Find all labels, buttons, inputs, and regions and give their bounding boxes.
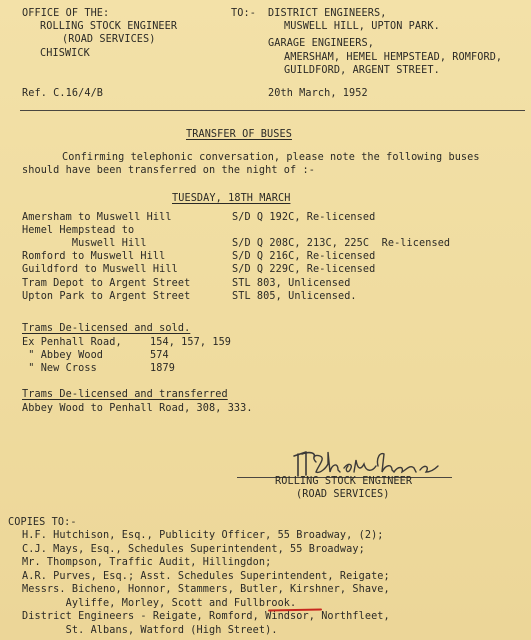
recipient-line-2: MUSWELL HILL, UPTON PARK. [284, 21, 440, 32]
transfer-detail: STL 803, Unlicensed [232, 278, 351, 289]
copies-line: District Engineers - Reigate, Romford, Windsor, Northfleet, [22, 611, 390, 622]
copies-line: Messrs. Bicheno, Honnor, Stammers, Butler, Kirshner, Shave, [22, 584, 390, 595]
document-title: TRANSFER OF BUSES [186, 129, 292, 140]
transfer-route: Hemel Hempstead to [22, 225, 135, 236]
to-label: TO:- [231, 8, 256, 19]
header-divider [20, 110, 525, 111]
transfer-detail: S/D Q 192C, Re-licensed [232, 212, 376, 223]
trams-sold-numbers: 574 [150, 350, 169, 361]
transfer-route: Tram Depot to Argent Street [22, 278, 191, 289]
office-division: (ROAD SERVICES) [62, 34, 156, 45]
copies-line: H.F. Hutchison, Esq., Publicity Officer, 55 Broadway, (2); [22, 530, 384, 541]
office-location: CHISWICK [40, 48, 90, 59]
transfer-detail: S/D Q 208C, 213C, 225C Re-licensed [232, 238, 451, 249]
transfer-detail: STL 805, Unlicensed. [232, 291, 357, 302]
copies-line: St. Albans, Watford (High Street). [22, 625, 278, 636]
transfer-route: Upton Park to Argent Street [22, 291, 191, 302]
transfer-route: Romford to Muswell Hill [22, 251, 166, 262]
trams-transferred-row: Abbey Wood to Penhall Road, 308, 333. [22, 403, 253, 414]
trams-sold-heading: Trams De-licensed and sold. [22, 323, 191, 334]
recipient-line-5: GUILDFORD, ARGENT STREET. [284, 65, 440, 76]
intro-line-1: Confirming telephonic conversation, please note the following buses [62, 152, 480, 163]
intro-line-2: should have been transferred on the night of :- [22, 165, 315, 176]
copies-line: Mr. Thompson, Traffic Audit, Hillingdon; [22, 557, 272, 568]
reference-number: Ref. C.16/4/B [22, 88, 104, 99]
document-date: 20th March, 1952 [268, 88, 368, 99]
trams-sold-place: " New Cross [22, 363, 97, 374]
transfer-route: Guildford to Muswell Hill [22, 264, 178, 275]
transfer-route: Muswell Hill [22, 238, 147, 249]
trams-sold-place: Ex Penhall Road, [22, 337, 122, 348]
copies-line: Ayliffe, Morley, Scott and Fullbrook. [22, 598, 297, 609]
trams-transferred-heading: Trams De-licensed and transferred [22, 389, 228, 400]
transfer-detail: S/D Q 229C, Re-licensed [232, 264, 376, 275]
copies-label: COPIES TO:- [8, 517, 77, 528]
recipient-line-3: GARAGE ENGINEERS, [268, 38, 374, 49]
signatory-title: ROLLING STOCK ENGINEER [275, 476, 413, 487]
copies-line: A.R. Purves, Esq.; Asst. Schedules Superintendent, Reigate; [22, 571, 390, 582]
trams-sold-place: " Abbey Wood [22, 350, 104, 361]
transfer-detail: S/D Q 216C, Re-licensed [232, 251, 376, 262]
office-label: OFFICE OF THE: [22, 8, 110, 19]
office-name: ROLLING STOCK ENGINEER [40, 21, 178, 32]
recipient-line-4: AMERSHAM, HEMEL HEMPSTEAD, ROMFORD, [284, 52, 503, 63]
day-heading: TUESDAY, 18TH MARCH [172, 193, 291, 204]
transfer-route: Amersham to Muswell Hill [22, 212, 172, 223]
recipient-line-1: DISTRICT ENGINEERS, [268, 8, 387, 19]
trams-sold-numbers: 1879 [150, 363, 175, 374]
signatory-division: (ROAD SERVICES) [296, 489, 390, 500]
copies-line: C.J. Mays, Esq., Schedules Superintendent, 55 Broadway; [22, 544, 365, 555]
trams-sold-numbers: 154, 157, 159 [150, 337, 232, 348]
